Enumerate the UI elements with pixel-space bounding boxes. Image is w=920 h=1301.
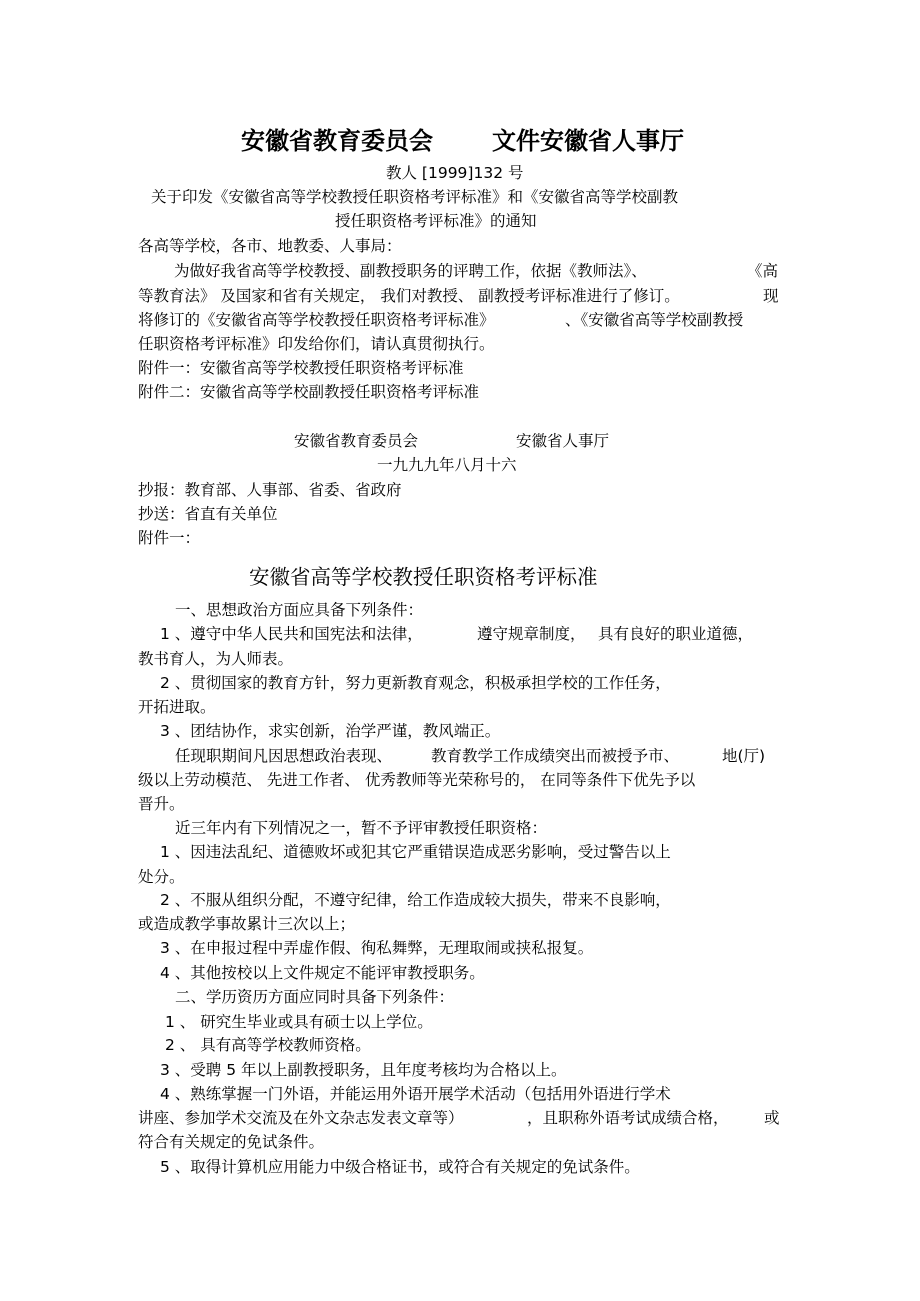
copy-to: 抄送：省直有关单位 <box>138 505 278 523</box>
r-item1-b: 处分。 <box>138 868 185 886</box>
para1-line3-end: 、《安徽省高等学校副教授 <box>565 311 744 329</box>
doc-title-left: 安徽省教育委员会 <box>241 127 433 155</box>
doc-number: 教人 [1999]132 号 <box>386 164 524 182</box>
s1-item2-b: 开拓进取。 <box>138 698 216 716</box>
para1-line2: 等教育法》 及国家和省有关规定， 我们对教授、 副教授考评标准进行了修订。 <box>138 287 680 305</box>
para1-line1: 为做好我省高等学校教授、副教授职务的评聘工作，依据《教师法》、 <box>174 262 647 280</box>
s1-note-e: 晋升。 <box>138 795 185 813</box>
s1-item1-b: 遵守规章制度， <box>477 625 586 643</box>
signature-org-right: 安徽省人事厅 <box>516 432 610 450</box>
r-item4: 4 、其他按校以上文件规定不能评审教授职务。 <box>160 964 485 982</box>
r-item1-a: 1 、因违法乱纪、道德败坏或犯其它严重错误造成恶劣影响，受过警告以上 <box>160 843 671 861</box>
attachment-2: 附件二：安徽省高等学校副教授任职资格考评标准 <box>138 383 480 401</box>
addressee: 各高等学校，各市、地教委、人事局： <box>138 237 402 255</box>
section2-heading: 二、学历资历方面应同时具备下列条件： <box>175 988 455 1006</box>
s1-item1-c: 具有良好的职业道德， <box>598 625 754 643</box>
s1-item1-d: 教书育人，为人师表。 <box>138 650 294 668</box>
s2-item4-b: 讲座、参加学术交流及在外文杂志发表文章等） <box>138 1109 464 1127</box>
s2-item4-d: 或 <box>764 1109 780 1127</box>
s2-item5: 5 、取得计算机应用能力中级合格证书，或符合有关规定的免试条件。 <box>160 1158 640 1176</box>
s1-item1-a: 1 、遵守中华人民共和国宪法和法律， <box>160 625 423 643</box>
s2-item1: 1 、 研究生毕业或具有硕士以上学位。 <box>165 1013 433 1031</box>
report-to: 抄报：教育部、人事部、省委、省政府 <box>138 481 402 499</box>
s2-item3: 3 、受聘 5 年以上副教授职务，且年度考核均为合格以上。 <box>160 1061 567 1079</box>
doc-title-right: 文件安徽省人事厅 <box>492 127 684 155</box>
r-item3: 3 、在申报过程中弄虚作假、徇私舞弊，无理取闹或挟私报复。 <box>160 939 594 957</box>
s2-item4-a: 4 、熟练掌握一门外语，并能运用外语开展学术活动（包括用外语进行学术 <box>160 1085 671 1103</box>
para1-line1-end: 《高 <box>747 262 779 280</box>
signature-date: 一九九九年八月十六 <box>377 456 517 474</box>
s1-item2-a: 2 、贯彻国家的教育方针，努力更新教育观念，积极承担学校的工作任务， <box>160 674 671 692</box>
r-item2-b: 或造成教学事故累计三次以上； <box>138 915 356 933</box>
para1-line4: 任职资格考评标准》印发给你们，请认真贯彻执行。 <box>138 335 495 353</box>
s1-note-c: 地(厅) <box>722 747 766 765</box>
s2-item2: 2 、 具有高等学校教师资格。 <box>165 1036 371 1054</box>
s2-item4-e: 符合有关规定的免试条件。 <box>138 1133 325 1151</box>
section1-heading: 一、思想政治方面应具备下列条件： <box>175 601 424 619</box>
r-item2-a: 2 、不服从组织分配，不遵守纪律，给工作造成较大损失，带来不良影响， <box>160 891 671 909</box>
para1-line3: 将修订的《安徽省高等学校教授任职资格考评标准》 <box>138 311 495 329</box>
attachment-label: 附件一： <box>138 529 201 547</box>
standard-title: 安徽省高等学校教授任职资格考评标准 <box>249 565 598 589</box>
s1-note-a: 任现职期间凡因思想政治表现、 <box>175 747 393 765</box>
signature-org-left: 安徽省教育委员会 <box>294 432 419 450</box>
s1-note-b: 教育教学工作成绩突出而被授予市、 <box>431 747 680 765</box>
s1-item3: 3 、团结协作，求实创新，治学严谨，教风端正。 <box>160 722 501 740</box>
attachment-1: 附件一：安徽省高等学校教授任职资格考评标准 <box>138 359 464 377</box>
s1-restrict: 近三年内有下列情况之一，暂不予评审教授任职资格： <box>175 819 548 837</box>
para1-line2-end: 现 <box>763 287 779 305</box>
s1-note-d: 级以上劳动模范、 先进工作者、 优秀教师等光荣称号的， 在同等条件下优先予以 <box>138 771 696 789</box>
subject-line-1: 关于印发《安徽省高等学校教授任职资格考评标准》和《安徽省高等学校副教 <box>151 188 679 206</box>
subject-line-2: 授任职资格考评标准》的通知 <box>335 212 537 230</box>
s2-item4-c: ，且职称外语考试成绩合格， <box>527 1109 729 1127</box>
